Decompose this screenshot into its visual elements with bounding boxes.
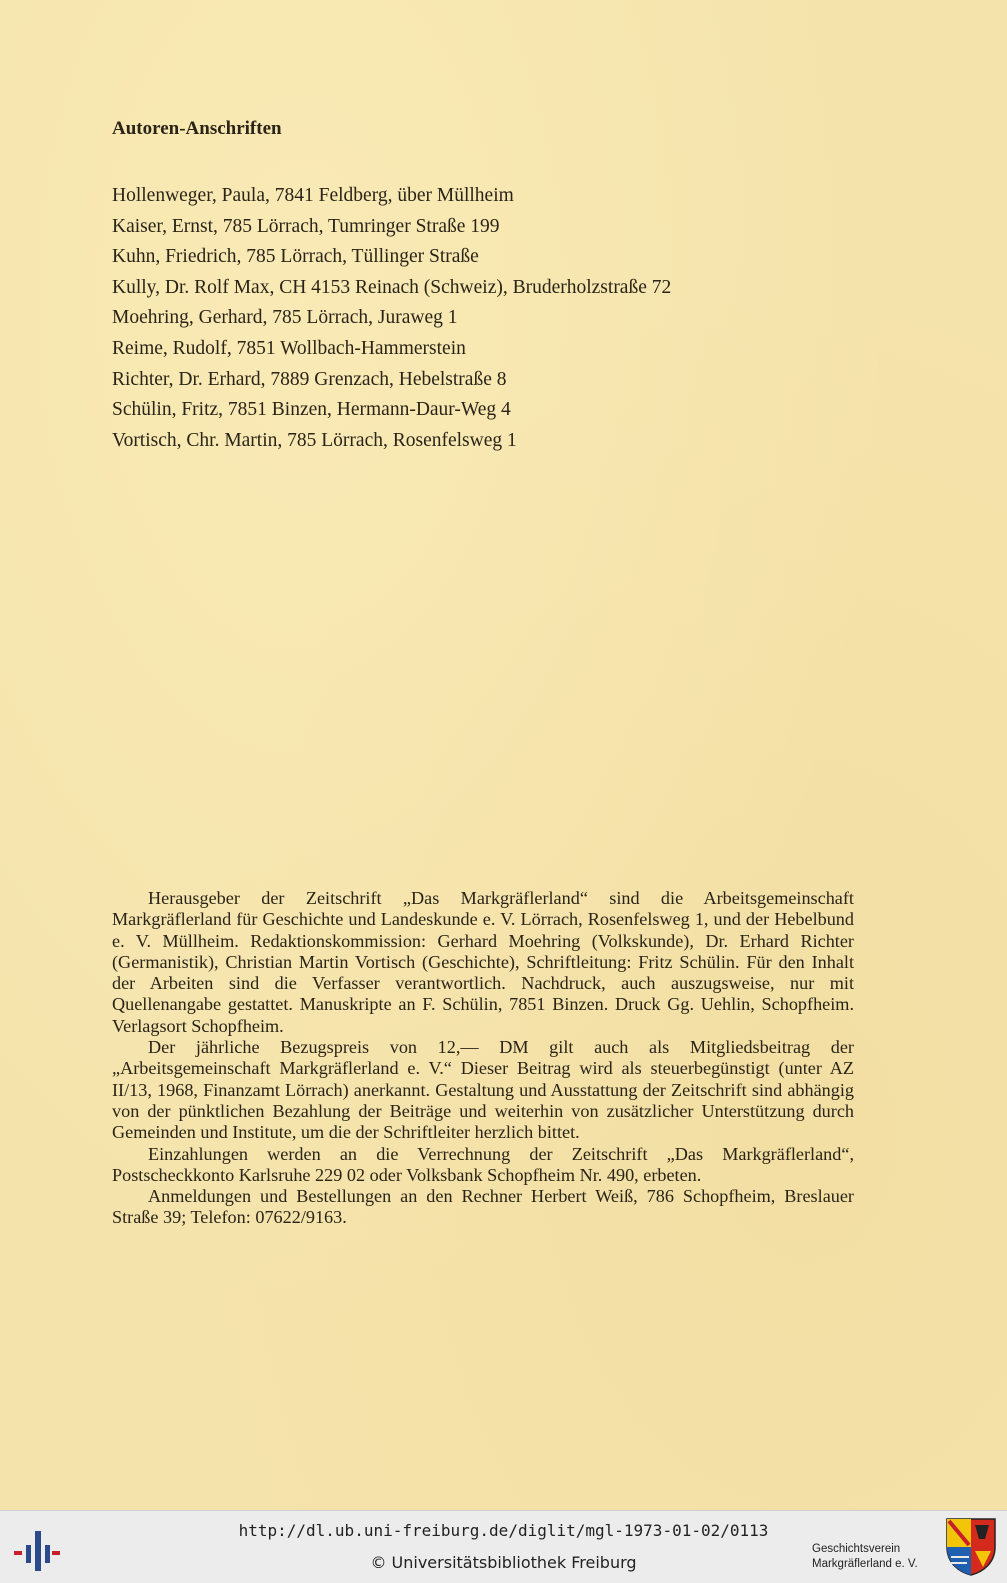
imprint-paragraph: Herausgeber der Zeitschrift „Das Markgräflerland“ sind die Arbeitsgemeinschaft Markgräflerland für Geschichte und Landeskunde e. V. Lörrach, Rosenfelsweg 1, und der Hebelbund e. V. Müllheim. Redaktionskommission: Gerhard Moehring (Volkskunde), Dr. Erhard Richter (Germanistik), Christian Martin Vortisch (Geschichte), Schriftleitung: Fritz Schülin. Für den Inhalt der Arbeiten sind die Verfasser verantwortlich. Nachdruck, auch auszugsweise, nur mit Quellenangabe gestattet. Manuskripte an F. Schülin, 7851 Binzen. Druck Gg. Uehlin, Schopfheim. Verlagsort Schopfheim.: [112, 888, 854, 1036]
page-heading: Autoren-Anschriften: [112, 118, 282, 139]
address-entry: Hollenweger, Paula, 7841 Feldberg, über Müllheim: [112, 185, 514, 206]
address-entry: Vortisch, Chr. Martin, 785 Lörrach, Rosenfelsweg 1: [112, 429, 517, 451]
imprint-block: [112, 888, 854, 1229]
society-line: Geschichtsverein: [812, 1543, 901, 1555]
society-line: Markgräflerland e. V.: [812, 1558, 918, 1570]
copyright-notice: © Universitätsbibliothek Freiburg: [370, 1553, 637, 1572]
imprint-paragraph: Einzahlungen werden an die Verrechnung der Zeitschrift „Das Markgräflerland“, Postscheckkonto Karlsruhe 229 02 oder Volksbank Schopfheim Nr. 490, erbeten.: [112, 1143, 854, 1185]
markgraeflerland-crest-icon: [945, 1517, 997, 1577]
author-address-list: [112, 181, 671, 456]
imprint-paragraph: Anmeldungen und Bestellungen an den Rechner Herbert Weiß, 786 Schopfheim, Breslauer Straße 39; Telefon: 07622/9163.: [112, 1186, 854, 1228]
address-entry: Kully, Dr. Rolf Max, CH 4153 Reinach (Schweiz), Bruderholzstraße 72: [112, 276, 672, 298]
address-entry: Kuhn, Friedrich, 785 Lörrach, Tüllinger Straße: [112, 246, 479, 268]
address-entry: Reime, Rudolf, 7851 Wollbach-Hammerstein: [112, 337, 466, 359]
address-entry: Richter, Dr. Erhard, 7889 Grenzach, Hebelstraße 8: [112, 368, 507, 390]
imprint-paragraph: Der jährliche Bezugspreis von 12,— DM gilt auch als Mitgliedsbeitrag der „Arbeitsgemeinschaft Markgräflerland e. V.“ Dieser Beitrag wird als steuerbegünstigt (unter AZ II/13, 1968, Finanzamt Lörrach) anerkannt. Gestaltung und Ausstattung der Zeitschrift sind abhängig von der pünktlichen Bezahlung der Beiträge und weiterhin von zusätzlicher Unterstützung durch Gemeinden und Institute, um die der Schriftleiter herzlich bittet.: [112, 1037, 854, 1143]
address-entry: Schülin, Fritz, 7851 Binzen, Hermann-Daur-Weg 4: [112, 399, 511, 421]
digitization-footer: [0, 1510, 1007, 1583]
address-entry: Moehring, Gerhard, 785 Lörrach, Juraweg 1: [112, 307, 458, 329]
permalink-url[interactable]: http://dl.ub.uni-freiburg.de/diglit/mgl-1973-01-02/0113: [238, 1521, 769, 1540]
address-entry: Kaiser, Ernst, 785 Lörrach, Tumringer Straße 199: [112, 215, 500, 237]
society-name: [812, 1542, 918, 1572]
